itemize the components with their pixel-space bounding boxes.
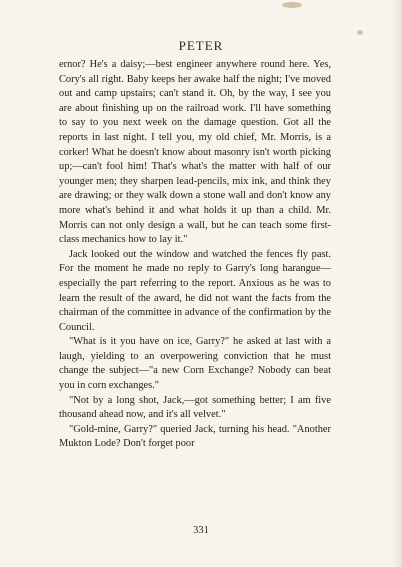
paper-spot — [357, 30, 363, 35]
paragraph: "What is it you have on ice, Garry?" he asked at last with a laugh, yielding to an overpowering conviction that he must change the subject—"a new Corn Exchange? Nobody can beat you in corn exchanges." — [59, 336, 331, 392]
paragraph: Jack looked out the window and watched the fences fly past. For the moment he made no reply to Garry's long harangue—especially the part referring to the report. Anxious as he was to learn the result of the award, he did not want the facts from the chairman of the committee in advance of the confirmation by the Council. — [59, 248, 331, 333]
paragraph: "Not by a long shot, Jack,—got something better; I am five thousand ahead now, and it's all velvet." — [59, 394, 331, 421]
running-head: PETER — [178, 38, 224, 53]
body-text — [59, 58, 331, 452]
paragraph: ernor? He's a daisy;—best engineer anywhere round here. Yes, Cory's all right. Baby keeps her awake half the night; I've moved out and camp upstairs; can't stand it. Oh, by the way, I see you are about finishing up on the railroad work. I'll have something to say to you next week on the damage question. Got all the reports in last night. I tell you, my old chief, Mr. Morris, is a corker! What he doesn't know about masonry isn't worth picking up;—can't fool him! That's what's the matter with half of our younger men; they sharpen lead-pencils, mix ink, and think they are drawing; or they walk down a stone wall and don't know any more what's behind it and what holds it up than a child. Mr. Morris can not only design a wall, but he can teach some first-class mechanics how to lay it." — [59, 59, 331, 246]
paper-spot — [282, 2, 302, 8]
page-edge-shadow — [392, 0, 402, 567]
paragraph: "Gold-mine, Garry?" queried Jack, turning his head. "Another Mukton Lode? Don't forget poor — [59, 423, 331, 450]
page-number: 331 — [193, 525, 209, 536]
